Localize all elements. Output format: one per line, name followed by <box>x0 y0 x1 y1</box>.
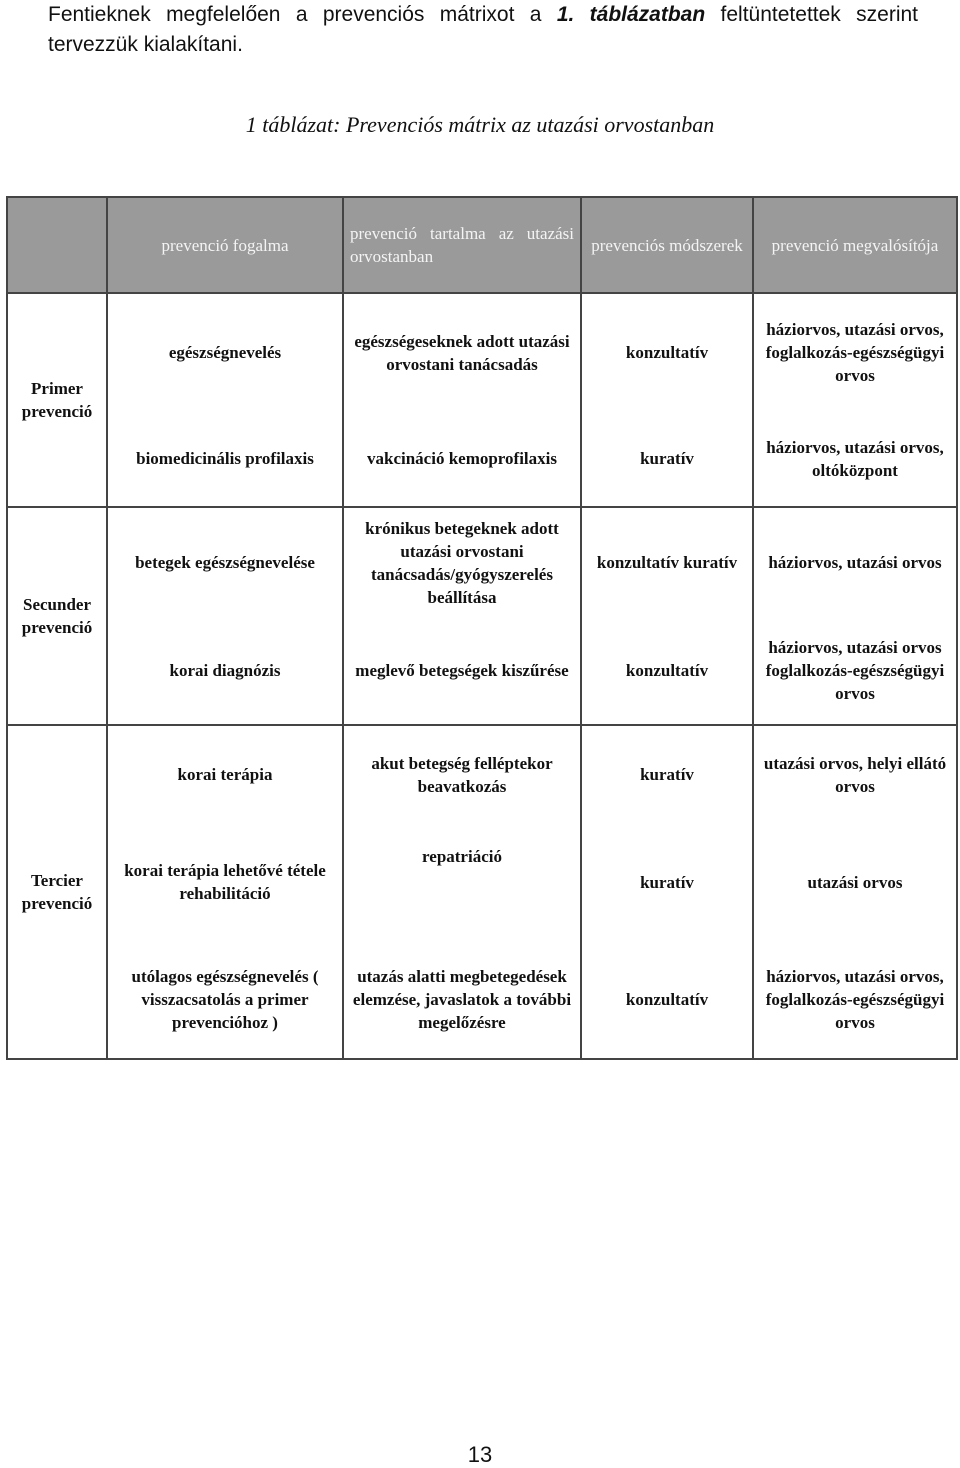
header-tartalma: prevenció tartalma az utazási orvostanban <box>343 197 581 293</box>
cell-modszer: konzultatív <box>581 617 753 725</box>
cell-tartalma: egészségeseknek adott utazási orvostani tanácsadás <box>343 293 581 411</box>
header-row <box>7 197 957 293</box>
table-row <box>7 507 957 617</box>
cell-fogalma: utólagos egészségnevelés ( visszacsatolás a primer prevencióhoz ) <box>107 941 343 1059</box>
intro-paragraph <box>48 0 918 60</box>
cell-modszer: kuratív <box>581 725 753 823</box>
header-modszerek: prevenciós módszerek <box>581 197 753 293</box>
header-fogalma: prevenció fogalma <box>107 197 343 293</box>
cell-modszer: kuratív <box>581 411 753 507</box>
group-secunder: Secunder prevenció <box>7 507 107 725</box>
cell-modszer: konzultatív <box>581 941 753 1059</box>
cell-modszer: konzultatív kuratív <box>581 507 753 617</box>
cell-modszer: kuratív <box>581 823 753 941</box>
table-row <box>7 725 957 823</box>
table-row <box>7 617 957 725</box>
cell-fogalma: korai diagnózis <box>107 617 343 725</box>
table-row <box>7 823 957 941</box>
intro-line-2: tervezzük kialakítani. <box>48 33 243 56</box>
table-caption: 1 táblázat: Prevenciós mátrix az utazási orvostanban <box>245 112 715 137</box>
header-corner <box>7 197 107 293</box>
cell-tartalma: akut betegség felléptekor beavatkozás <box>343 725 581 823</box>
cell-fogalma: betegek egészségnevelése <box>107 507 343 617</box>
cell-fogalma: korai terápia <box>107 725 343 823</box>
header-megvalosito: prevenció megvalósítója <box>753 197 957 293</box>
cell-megvalosito: utazási orvos <box>753 823 957 941</box>
intro-text-c: feltüntetettek szerint <box>705 3 918 26</box>
cell-megvalosito: háziorvos, utazási orvos, foglalkozás-egészségügyi orvos <box>753 941 957 1059</box>
page-number: 13 <box>467 1442 493 1467</box>
table-row <box>7 293 957 411</box>
cell-tartalma: meglevő betegségek kiszűrése <box>343 617 581 725</box>
cell-megvalosito: háziorvos, utazási orvos foglalkozás-egészségügyi orvos <box>753 617 957 725</box>
cell-tartalma: repatriáció <box>343 823 581 941</box>
prevention-matrix-table <box>6 196 958 1060</box>
cell-megvalosito: utazási orvos, helyi ellátó orvos <box>753 725 957 823</box>
cell-fogalma: egészségnevelés <box>107 293 343 411</box>
intro-line-1 <box>48 0 918 30</box>
intro-text-a: Fentieknek megfelelően a prevenciós mátrixot a <box>48 3 557 26</box>
cell-megvalosito: háziorvos, utazási orvos, foglalkozás-egészségügyi orvos <box>753 293 957 411</box>
cell-tartalma: vakcináció kemoprofilaxis <box>343 411 581 507</box>
table-reference: 1. táblázatban <box>556 3 706 26</box>
table-row <box>7 411 957 507</box>
cell-tartalma: utazás alatti megbetegedések elemzése, javaslatok a további megelőzésre <box>343 941 581 1059</box>
cell-tartalma: krónikus betegeknek adott utazási orvostani tanácsadás/gyógyszerelés beállítása <box>343 507 581 617</box>
table-row <box>7 941 957 1059</box>
cell-modszer: konzultatív <box>581 293 753 411</box>
cell-fogalma: korai terápia lehetővé tétele rehabilitáció <box>107 823 343 941</box>
cell-megvalosito: háziorvos, utazási orvos, oltóközpont <box>753 411 957 507</box>
cell-fogalma: biomedicinális profilaxis <box>107 411 343 507</box>
group-primer: Primer prevenció <box>7 293 107 507</box>
cell-megvalosito: háziorvos, utazási orvos <box>753 507 957 617</box>
group-tercier: Tercier prevenció <box>7 725 107 1059</box>
